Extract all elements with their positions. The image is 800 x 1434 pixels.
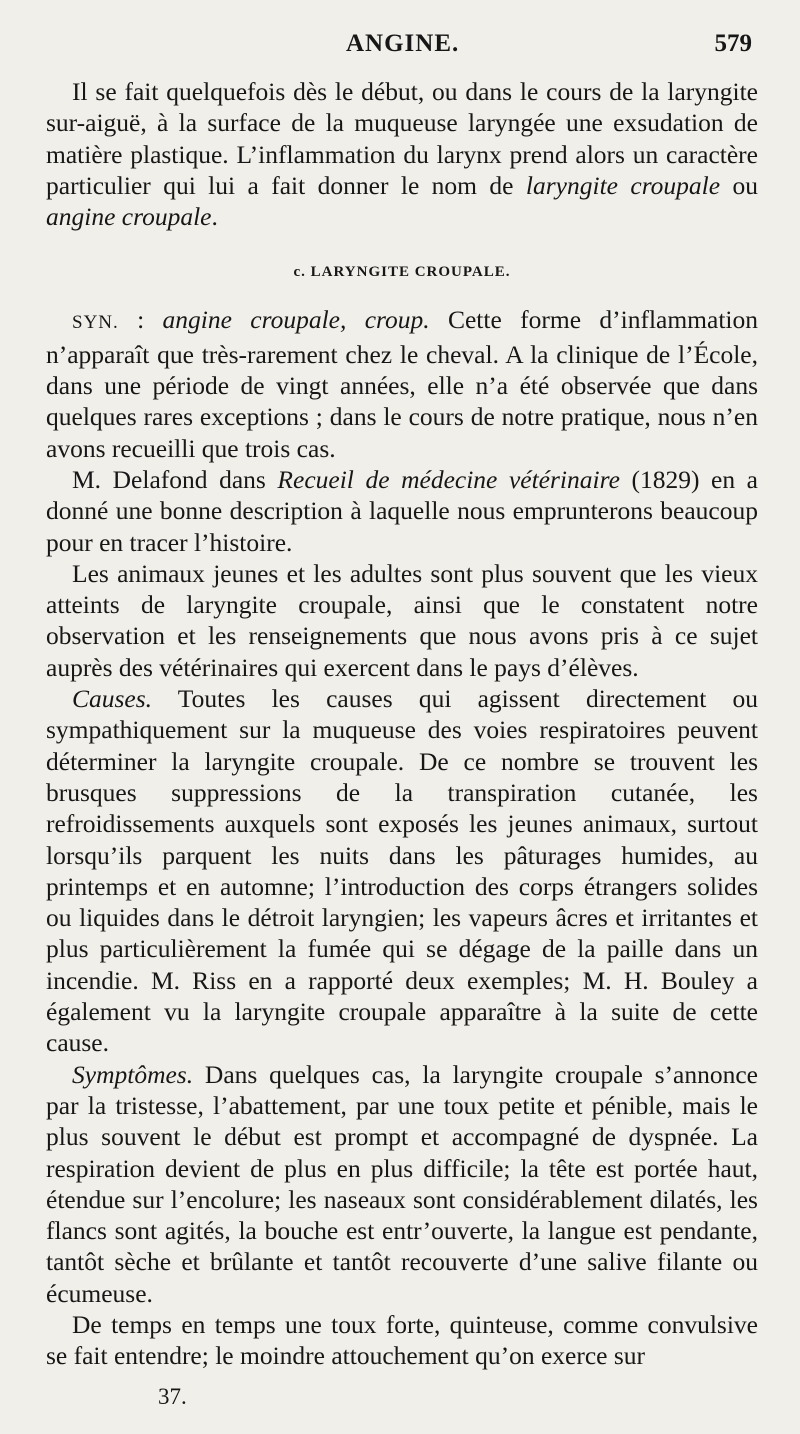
causes-label: Causes.: [72, 684, 153, 714]
animaux-paragraph: Les animaux jeunes et les adultes sont plus souvent que les vieux atteints de laryngite croupale, ainsi que le constatent notre observation et les renseignements que nous avons pris à ce sujet auprès des vétérinaires qui exercent dans le pays d’élèves.: [46, 558, 758, 682]
intro-term-2: angine croupale: [46, 202, 212, 232]
page-body: [46, 76, 758, 1372]
temps-paragraph: De temps en temps une toux forte, quinteuse, comme convulsive se fait entendre; le moindre attouchement qu’on exerce sur: [46, 1309, 758, 1371]
syn-synonyms: angine croupale, croup.: [162, 305, 430, 335]
causes-paragraph: [46, 683, 758, 1059]
running-head: ANGINE.: [346, 30, 460, 57]
delafond-text-2: (1829) en a donné une bonne description à laquelle nous emprunterons beaucoup pour en tracer l’histoire.: [46, 464, 759, 557]
page-header: [0, 30, 800, 64]
symptomes-text: Dans quelques cas, la laryngite croupale s’annonce par la tristesse, l’abattement, par une toux petite et pénible, mais le plus souvent le début est prompt et accompagné de dyspnée. La respiration devient de plus en plus difficile; la tête est portée haut, étendue sur l’encolure; les naseaux sont considérablement dilatés, les flancs sont agités, la bouche est entr’ouverte, la langue est pendante, tantôt sèche et brûlante et tantôt recouverte d’une salive filante ou écumeuse.: [46, 1059, 758, 1308]
intro-paragraph: [46, 76, 758, 232]
symptomes-paragraph: [46, 1059, 758, 1309]
section-heading: [46, 262, 758, 282]
section-letter: c.: [293, 264, 306, 281]
intro-text-3: .: [211, 202, 218, 232]
section-title: LARYNGITE CROUPALE.: [310, 264, 511, 281]
syn-text: Cette forme d’inflammation n’apparaît que très-rarement chez le cheval. A la clinique de l’École, dans une période de vingt années, elle n’a été observée que dans quelques rares exceptions ; dans le cours de notre pratique, nous n’en avons recueilli que trois cas.: [46, 305, 758, 463]
syn-colon: :: [118, 305, 163, 335]
signature-mark: 37.: [158, 1384, 187, 1409]
delafond-journal: Recueil de médecine vétérinaire: [277, 464, 620, 494]
causes-text: Toutes les causes qui agissent directement ou sympathiquement sur la muqueuse des voies respiratoires peuvent déterminer la laryngite croupale. De ce nombre se trouvent les brusques suppressions de la transpiration cutanée, les refroidissements auxquels sont exposés les jeunes animaux, surtout lorsqu’ils parquent les nuits dans les pâturages humides, au printemps et en automne; l’introduction des corps étrangers solides ou liquides dans le détroit laryngien; les vapeurs âcres et irritantes et plus particulièrement la fumée qui se dégage de la paille dans un incendie. M. Riss en a rapporté deux exemples; M. H. Bouley a également vu la laryngite croupale apparaître à la suite de cette cause.: [46, 684, 758, 1058]
symptomes-label: Symptômes.: [72, 1059, 194, 1089]
page-number: 579: [714, 30, 752, 57]
intro-text-2: ou: [720, 170, 759, 200]
delafond-text-1: M. Delafond dans: [72, 464, 278, 494]
intro-term-1: laryngite croupale: [525, 170, 721, 200]
intro-text-1: Il se fait quelquefois dès le début, ou dans le cours de la laryngite sur-aiguë, à la surface de la muqueuse laryngée une exsudation de matière plastique. L’inflammation du larynx prend alors un caractère particulier qui lui a fait donner le nom de: [46, 77, 758, 200]
syn-paragraph: [46, 304, 758, 463]
delafond-paragraph: [46, 464, 758, 558]
syn-label: SYN.: [72, 312, 119, 334]
